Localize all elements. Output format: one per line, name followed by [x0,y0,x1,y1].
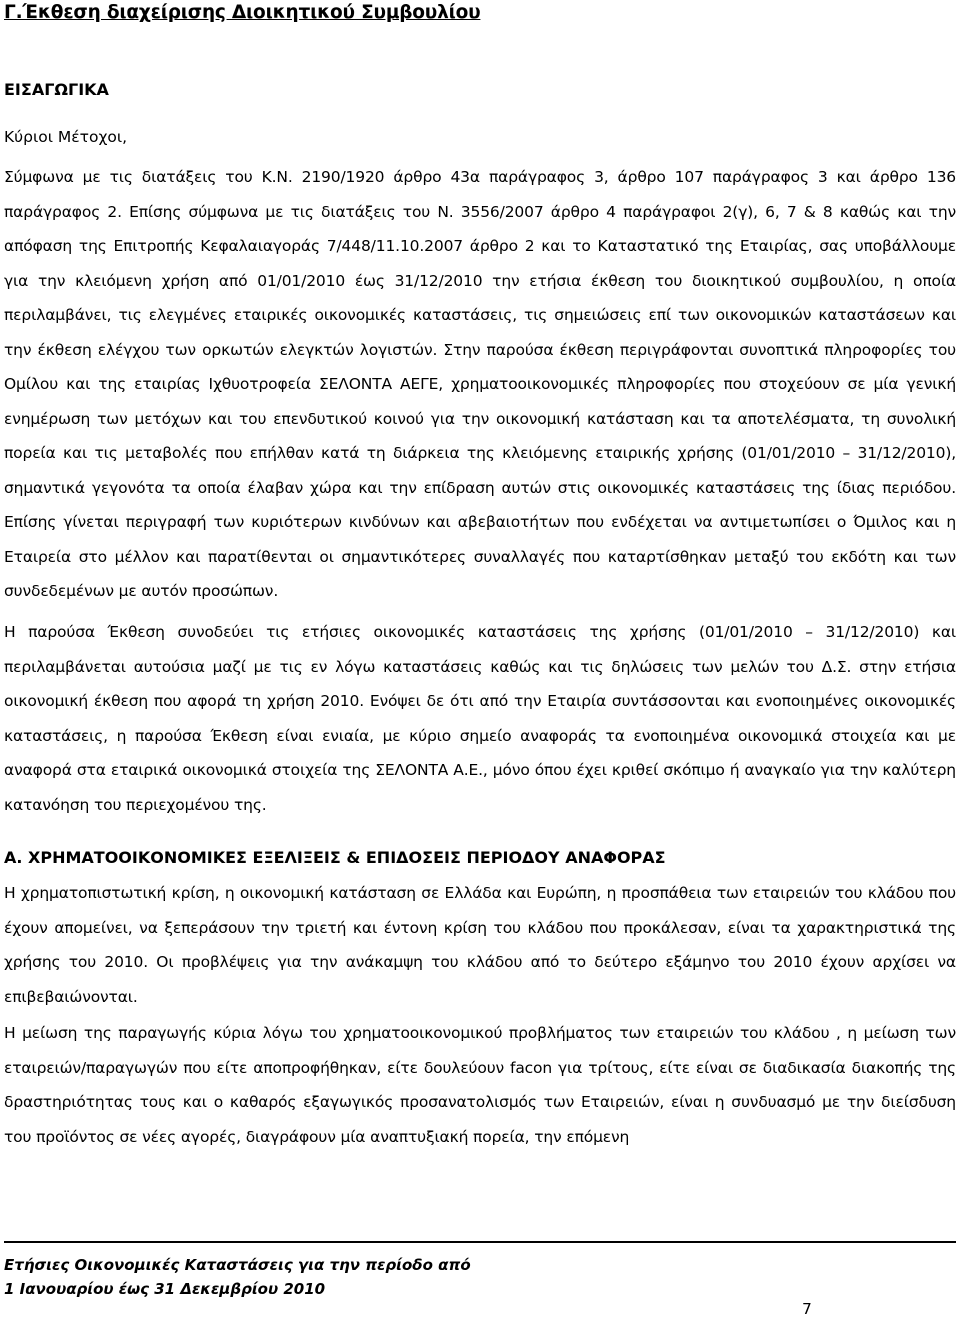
greeting: Κύριοι Μέτοχοι, [4,128,128,146]
footer-divider [4,1241,956,1243]
footer-title-line-1: Ετήσιες Οικονομικές Καταστάσεις για την περίοδο από [4,1256,471,1274]
section-heading: Α. ΧΡΗΜΑΤΟΟΙΚΟΝΟΜΙΚΕΣ ΕΞΕΛΙΞΕΙΣ & ΕΠΙΔΟΣΕΙΣ ΠΕΡΙΟΔΟΥ ΑΝΑΦΟΡΑΣ [4,848,666,867]
paragraph-report-scope: Η παρούσα Έκθεση συνοδεύει τις ετήσιες οικονομικές καταστάσεις της χρήσης (01/01/2010 – 31/12/2010) και περιλαμβάνεται αυτούσια μαζί με τις εν λόγω καταστάσεις καθώς και τις δηλώσεις των μελών του Δ.Σ. στην ετήσια οικονομική έκθεση που αφορά τη χρήση 2010. Ενόψει δε ότι από την Εταιρία συντάσσονται και ενοποιημένες οικονομικές καταστάσεις, η παρούσα Έκθεση είναι ενιαία, με κύριο σημείο αναφοράς τα ενοποιημένα οικονομικά στοιχεία και με αναφορά στα εταιρικά οικονομικά στοιχεία της ΣΕΛΟΝΤΑ Α.Ε., μόνο όπου έχει κριθεί σκόπιμο ή αναγκαίο για την καλύτερη κατανόηση του περιεχομένου της. [4,623,956,814]
paragraph-production-decrease: Η μείωση της παραγωγής κύρια λόγω του χρηματοοικονομικού προβλήματος των εταιρειών του κλάδου , η μείωση των εταιρειών/παραγωγών που είτε αποπροφήθηκαν, είτε δουλεύουν facon για τρίτους, είτε είναι σε διαδικασία διακοπής της δραστηριότητας τους και ο καθαρός εξαγωγικός προσανατολισμός των Εταιρειών, είναι η συνδυασμό με την διείσδυση του προϊόντος σε νέες αγορές, διαγράφουν μία αναπτυξιακή πορεία, την επόμενη [4,1024,956,1146]
page-title: Γ.Έκθεση διαχείρισης Διοικητικού Συμβουλίου [4,2,481,23]
paragraph-intro: Σύμφωνα με τις διατάξεις του Κ.Ν. 2190/1920 άρθρο 43α παράγραφος 3, άρθρο 107 παράγραφος 3 και άρθρο 136 παράγραφος 2. Επίσης σύμφωνα με τις διατάξεις του Ν. 3556/2007 άρθρο 4 παράγραφοι 2(γ), 6, 7 & 8 καθώς και την απόφαση της Επιτροπής Κεφαλαιαγοράς 7/448/11.10.2007 άρθρο 2 και το Καταστατικό της Εταιρίας, σας υποβάλλουμε για την κλειόμενη χρήση από 01/01/2010 έως 31/12/2010 την ετήσια έκθεση του διοικητικού συμβουλίου, η οποία περιλαμβάνει, τις ελεγμένες εταιρικές οικονομικές καταστάσεις, τις σημειώσεις επί των οικονομικών καταστάσεων και την έκθεση ελέγχου των ορκωτών ελεγκτών λογιστών. Στην παρούσα έκθεση περιγράφονται συνοπτικά πληροφορίες του Ομίλου και της εταιρίας Ιχθυοτροφεία ΣΕΛΟΝΤΑ ΑΕΓΕ, χρηματοοικονομικές πληροφορίες που στοχεύουν σε μία γενική ενημέρωση των μετόχων και του επενδυτικού κοινού για την οικονομική κατάσταση και τα αποτελέσματα, τη συνολική πορεία και τις μεταβολές που επήλθαν κατά τη διάρκεια της κλειόμενης εταιρικής χρήσης (01/01/2010 – 31/12/2010), σημαντικά γεγονότα τα οποία έλαβαν χώρα και την επίδραση αυτών στις οικονομικές καταστάσεις της ίδιας περιόδου. Επίσης γίνεται περιγραφή των κυριότερων κινδύνων και αβεβαιοτήτων που ενδέχεται να αντιμετωπίσει ο Όμιλος και η Εταιρεία στο μέλλον και παρατίθενται οι σημαντικότερες συναλλαγές που καταρτίσθηκαν μεταξύ του εκδότη και των συνδεδεμένων με αυτόν προσώπων. [4,168,956,600]
paragraph-financial-crisis: Η χρηματοπιστωτική κρίση, η οικονομική κατάσταση σε Ελλάδα και Ευρώπη, η προσπάθεια των εταιρειών του κλάδου που έχουν απομείνει, να ξεπεράσουν την τριετή και έντονη κρίση του κλάδου που προκάλεσαν, είναι τα χαρακτηριστικά της χρήσης του 2010. Οι προβλέψεις για την ανάκαμψη του κλάδου από το δεύτερο εξάμηνο του 2010 έχουν αρχίσει να επιβεβαιώνονται. [4,884,956,1006]
page-number: 7 [802,1300,812,1318]
footer-title-line-2: 1 Ιανουαρίου έως 31 Δεκεμβρίου 2010 [4,1280,326,1298]
intro-heading: ΕΙΣΑΓΩΓΙΚΑ [4,80,109,99]
